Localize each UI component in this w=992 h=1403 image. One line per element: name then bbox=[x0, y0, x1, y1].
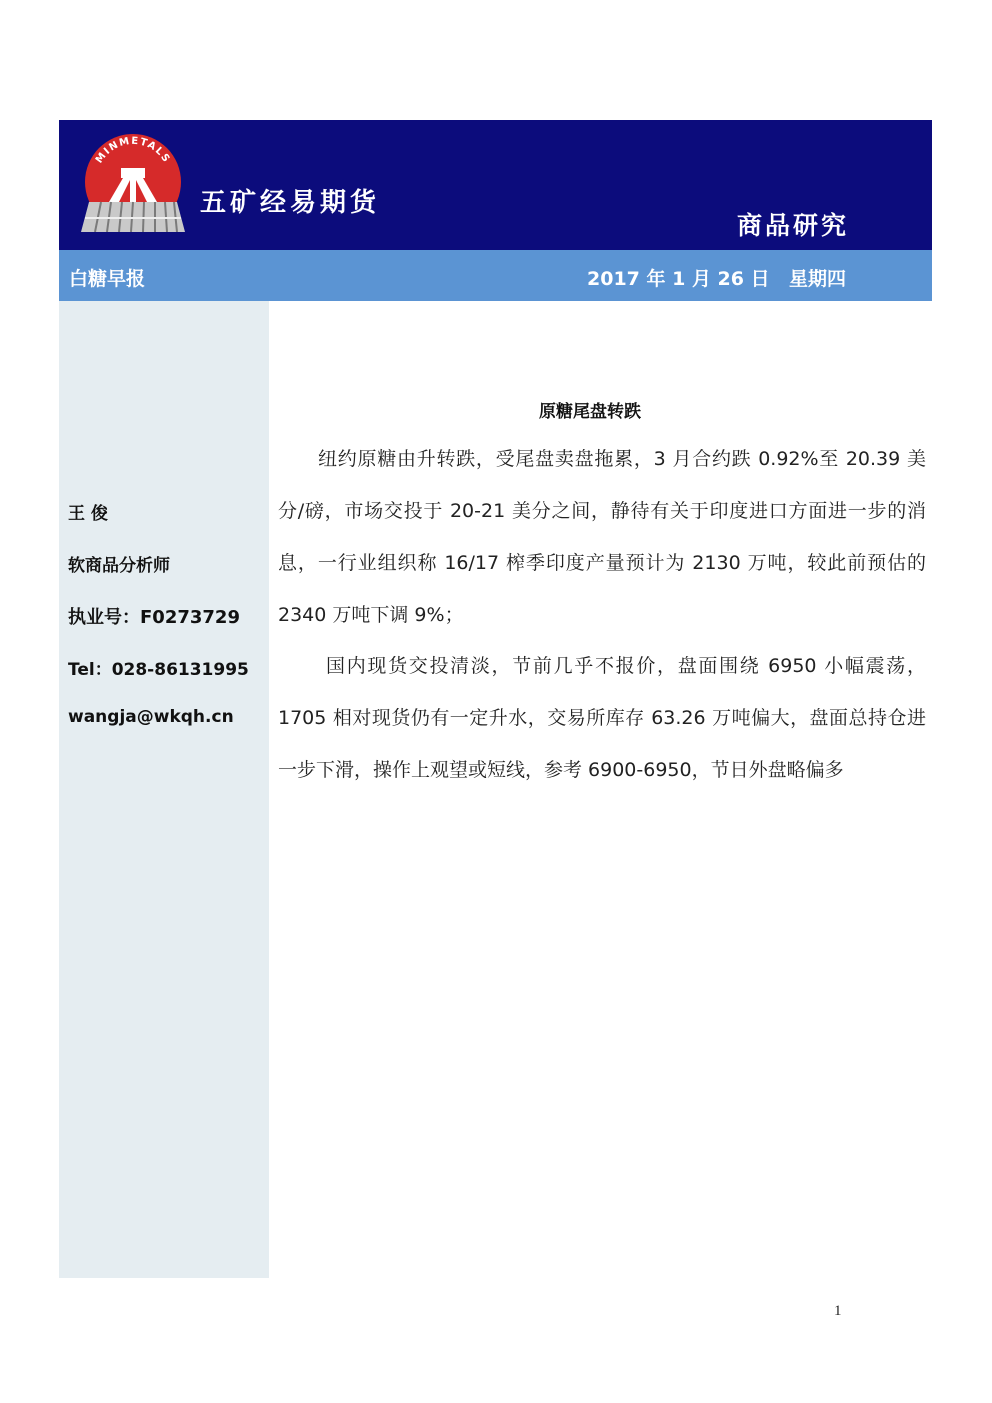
report-weekday: 星期四 bbox=[789, 268, 847, 290]
author-email: wangja@wkqh.cn bbox=[68, 707, 234, 727]
author-name: 王 俊 bbox=[68, 504, 108, 524]
logo-arc-text: MINMETALS bbox=[93, 135, 173, 166]
report-subheader bbox=[59, 250, 932, 301]
article-paragraph: 国内现货交投清淡，节前几乎不报价，盘面围绕 6950 小幅震荡，1705 相对现货仍有一定升水，交易所库存 63.26 万吨偏大，盘面总持仓进一步下滑，操作上观望或短线，参考 6900-6950，节日外盘略偏多 bbox=[278, 655, 926, 781]
author-license: 执业号：F0273729 bbox=[68, 607, 240, 628]
author-sidebar bbox=[59, 301, 269, 1278]
report-date: 2017 年 1 月 26 日 bbox=[587, 268, 770, 290]
page-number: 1 bbox=[834, 1303, 842, 1319]
section-title: 商品研究 bbox=[737, 211, 850, 240]
minmetals-logo-icon bbox=[79, 128, 187, 232]
header-band bbox=[59, 120, 932, 250]
author-phone: Tel：028-86131995 bbox=[68, 660, 249, 680]
article-title: 原糖尾盘转跌 bbox=[539, 402, 641, 422]
company-name: 五矿经易期货 bbox=[200, 188, 381, 218]
author-title: 软商品分析师 bbox=[68, 556, 170, 576]
report-name: 白糖早报 bbox=[69, 268, 146, 290]
article-paragraph: 纽约原糖由升转跌，受尾盘卖盘拖累，3 月合约跌 0.92%至 20.39 美分/磅，市场交投于 20-21 美分之间，静待有关于印度进口方面进一步的消息，一行业组织称 16/17 榨季印度产量预计为 2130 万吨，较此前预估的 2340 万吨下调 9%； bbox=[278, 448, 926, 626]
